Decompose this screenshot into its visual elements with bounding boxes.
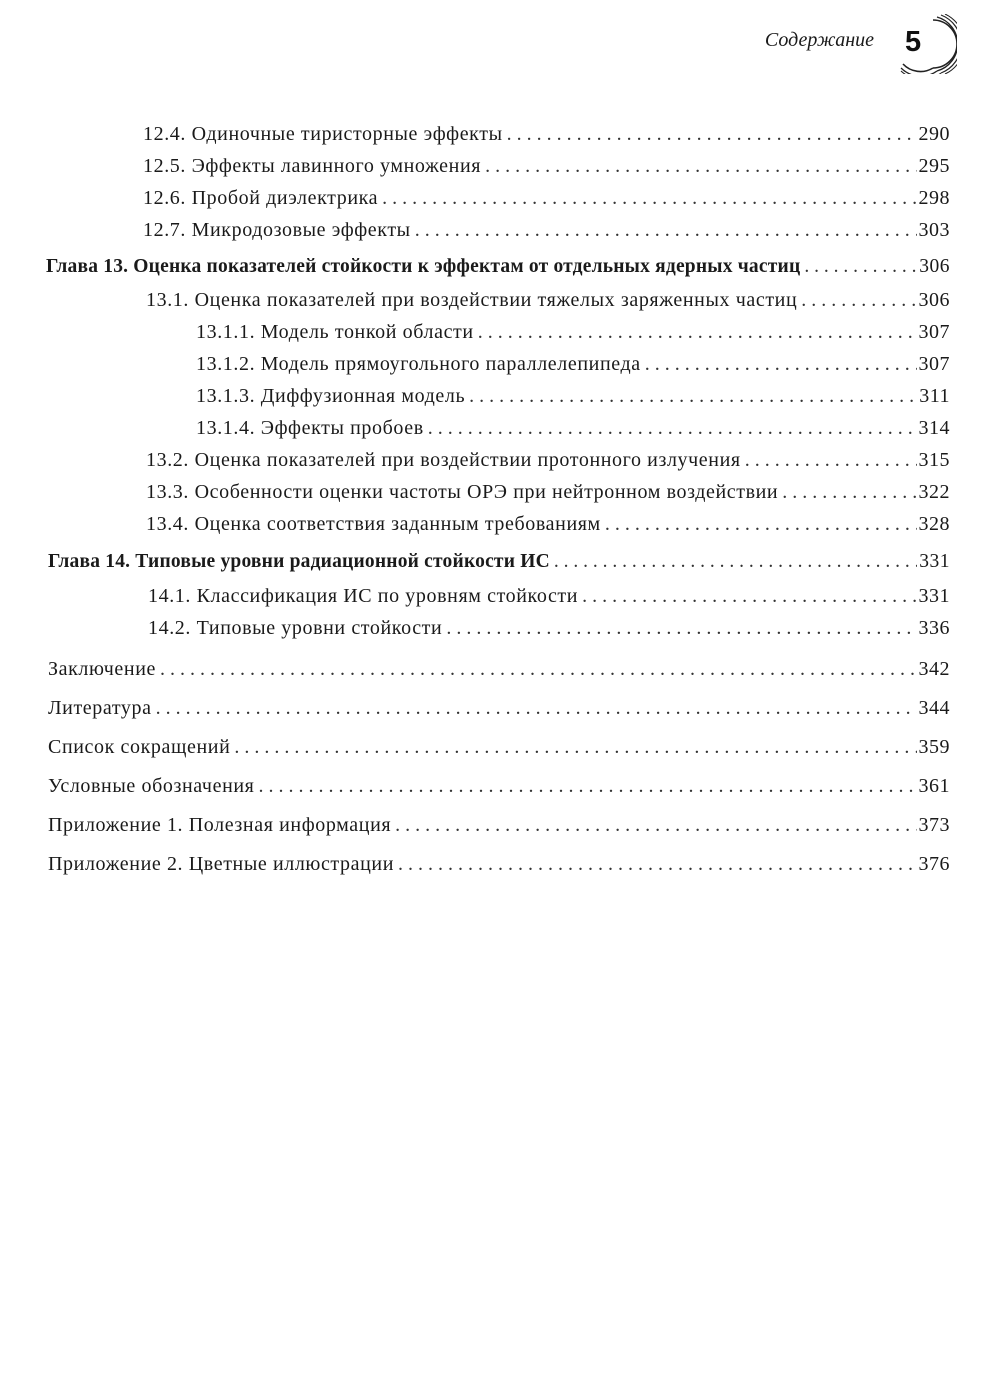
dot-leader	[782, 479, 916, 505]
toc-entry-page: 303	[918, 219, 950, 241]
toc-entry-page: 298	[918, 187, 950, 209]
toc-entry-label: Приложение 2. Цветные иллюстрации	[48, 853, 395, 875]
toc-entry-page: 322	[918, 481, 950, 503]
toc-entry-label: 12.6. Пробой диэлектрика	[143, 187, 379, 209]
toc-entry-label: 14.1. Классификация ИС по уровням стойкости	[148, 585, 579, 607]
dot-leader	[801, 287, 916, 313]
dot-leader	[645, 351, 917, 377]
dot-leader	[469, 383, 917, 409]
dot-leader	[382, 185, 916, 211]
dot-leader	[156, 695, 917, 721]
toc-entry-page: 344	[918, 697, 950, 719]
toc-entry-page: 361	[918, 775, 950, 797]
toc-entry-page: 331	[918, 585, 950, 607]
toc-entry	[143, 185, 950, 211]
dot-leader	[804, 254, 917, 280]
toc-entry-label: 12.5. Эффекты лавинного умножения	[143, 155, 482, 177]
toc-entry-label: 12.4. Одиночные тиристорные эффекты	[143, 123, 503, 145]
toc-chapter-entry	[46, 254, 950, 280]
toc-entry	[196, 319, 950, 345]
toc-entry-page: 315	[918, 449, 950, 471]
toc-entry-page: 307	[918, 353, 950, 375]
toc-entry-page: 295	[918, 155, 950, 177]
toc-entry-page: 328	[918, 513, 950, 535]
toc-entry	[143, 153, 950, 179]
toc-entry-page: 314	[918, 417, 950, 439]
toc-entry-label: 13.1. Оценка показателей при воздействии тяжелых заряженных частиц	[146, 289, 798, 311]
dot-leader	[605, 511, 917, 537]
toc-entry	[48, 656, 950, 682]
dot-leader	[745, 447, 917, 473]
toc-entry-page: 306	[918, 289, 950, 311]
toc-entry	[48, 734, 950, 760]
toc-entry	[143, 121, 950, 147]
dot-leader	[478, 319, 917, 345]
toc-entry-page: 342	[918, 658, 950, 680]
toc-entry-label: 13.4. Оценка соответствия заданным требованиям	[146, 513, 601, 535]
dot-leader	[258, 773, 916, 799]
toc-entry-page: 307	[918, 321, 950, 343]
dot-leader	[234, 734, 916, 760]
toc-entry-label: Условные обозначения	[48, 775, 255, 797]
toc-entry-page: 376	[918, 853, 950, 875]
toc-entry	[148, 615, 950, 641]
toc-entry-label: 14.2. Типовые уровни стойкости	[148, 617, 443, 639]
dot-leader	[582, 583, 916, 609]
toc-entry-page: 331	[919, 551, 950, 572]
toc-entry-page: 306	[919, 256, 950, 277]
toc-entry-label: Глава 14. Типовые уровни радиационной стойкости ИС	[48, 551, 550, 572]
dot-leader	[446, 615, 916, 641]
toc-chapter-entry	[48, 549, 950, 575]
toc-entry-label: Глава 13. Оценка показателей стойкости к эффектам от отдельных ядерных частиц	[46, 256, 801, 277]
toc-entry-page: 290	[918, 123, 950, 145]
toc-entry	[48, 812, 950, 838]
toc-entry-label: Литература	[48, 697, 152, 719]
toc-entry	[48, 851, 950, 877]
page-number: 5	[905, 26, 922, 58]
toc-entry-page: 359	[918, 736, 950, 758]
toc-entry	[48, 695, 950, 721]
running-header-title: Содержание	[764, 29, 874, 51]
toc-entry-label: 12.7. Микродозовые эффекты	[143, 219, 411, 241]
dot-leader	[415, 217, 917, 243]
toc-entry-label: 13.1.2. Модель прямоугольного параллелепипеда	[196, 353, 641, 375]
dot-leader	[428, 415, 917, 441]
toc-entry-label: 13.1.4. Эффекты пробоев	[196, 417, 424, 439]
toc-entry-label: Приложение 1. Полезная информация	[48, 814, 392, 836]
toc-entry	[48, 773, 950, 799]
toc-entry-page: 373	[918, 814, 950, 836]
dot-leader	[160, 656, 917, 682]
toc-entry-label: 13.3. Особенности оценки частоты ОРЭ при нейтронном воздействии	[146, 481, 779, 503]
toc-entry	[146, 287, 950, 313]
toc-entry	[146, 511, 950, 537]
toc-entry	[196, 383, 950, 409]
toc-entry	[143, 217, 950, 243]
dot-leader	[507, 121, 917, 147]
toc-entry	[146, 447, 950, 473]
toc-entry	[196, 415, 950, 441]
toc-entry	[196, 351, 950, 377]
toc-entry	[148, 583, 950, 609]
dot-leader	[395, 812, 916, 838]
toc-entry-label: 13.1.3. Диффузионная модель	[196, 385, 466, 407]
toc-entry-page: 336	[918, 617, 950, 639]
toc-entry-label: 13.1.1. Модель тонкой области	[196, 321, 474, 343]
dot-leader	[554, 549, 917, 575]
toc-entry	[146, 479, 950, 505]
toc-entry-page: 311	[919, 385, 950, 407]
dot-leader	[398, 851, 916, 877]
toc-entry-label: 13.2. Оценка показателей при воздействии протонного излучения	[146, 449, 741, 471]
toc-entry-label: Список сокращений	[48, 736, 231, 758]
dot-leader	[485, 153, 916, 179]
toc-entry-label: Заключение	[48, 658, 156, 680]
